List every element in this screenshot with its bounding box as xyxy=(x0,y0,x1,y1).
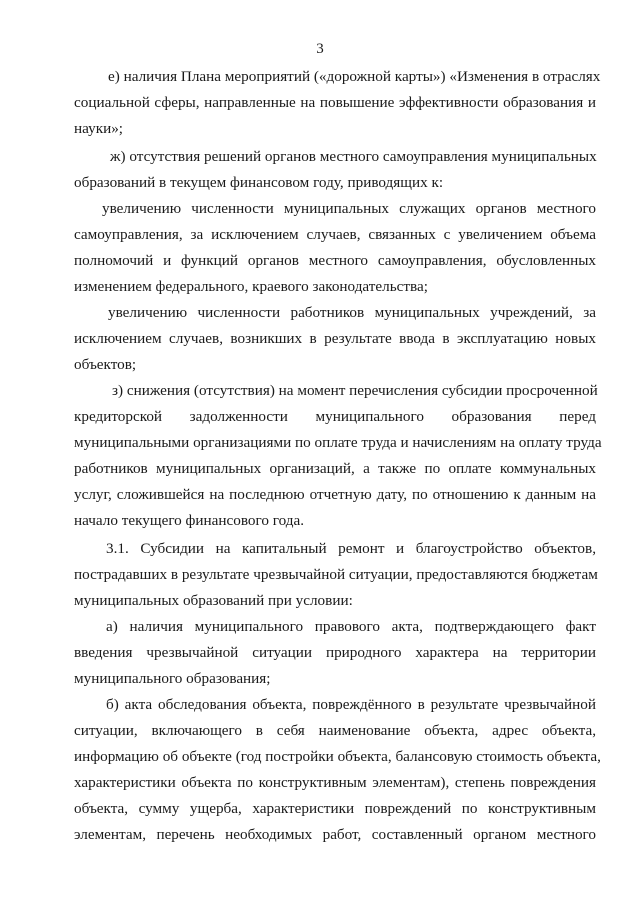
text-line: изменением федерального, краевого законодательства; xyxy=(74,278,428,295)
paragraph-increase-workers xyxy=(74,300,596,378)
text-line: а) наличия муниципального правового акта, подтверждающего факт xyxy=(106,618,596,635)
text-line: элементам, перечень необходимых работ, составленный органом местного xyxy=(74,826,596,843)
text-line: самоуправления, за исключением случаев, связанных с увеличением объема xyxy=(74,226,596,243)
text-line: муниципального образования; xyxy=(74,670,271,687)
text-line: муниципальными организациями по оплате труда и начислениям на оплату труда xyxy=(74,434,602,451)
text-line: кредиторской задолженности муниципального образования перед xyxy=(74,408,596,425)
text-line: социальной сферы, направленные на повышение эффективности образования и xyxy=(74,94,596,111)
text-line: полномочий и функций органов местного самоуправления, обусловленных xyxy=(74,252,596,269)
paragraph-z xyxy=(74,378,602,534)
paragraph-e xyxy=(74,64,601,142)
text-line: ж) отсутствия решений органов местного самоуправления муниципальных xyxy=(110,148,597,165)
text-line: исключением случаев, возникших в результате ввода в эксплуатацию новых xyxy=(74,330,596,347)
text-line: характеристики объекта по конструктивным элементам), степень повреждения xyxy=(74,774,596,791)
text-line: информацию об объекте (год постройки объекта, балансовую стоимость объекта, xyxy=(74,748,601,765)
document-body xyxy=(74,64,602,848)
paragraph-a xyxy=(74,614,596,692)
text-line: увеличению численности муниципальных служащих органов местного xyxy=(102,200,596,217)
text-line: науки»; xyxy=(74,120,124,137)
paragraph-3-1 xyxy=(74,536,596,614)
text-line: з) снижения (отсутствия) на момент перечисления субсидии просроченной xyxy=(112,382,598,399)
text-line: муниципальных образований при условии: xyxy=(74,592,353,609)
text-line: работников муниципальных организаций, а также по оплате коммунальных xyxy=(74,460,596,477)
paragraph-b xyxy=(74,692,601,848)
paragraph-zh xyxy=(74,144,596,196)
text-line: начало текущего финансового года. xyxy=(74,512,305,529)
text-line: б) акта обследования объекта, повреждённого в результате чрезвычайной xyxy=(106,696,596,713)
text-line: введения чрезвычайной ситуации природного характера на территории xyxy=(74,644,596,661)
paragraph-increase-employees xyxy=(74,196,596,300)
text-line: 3.1. Субсидии на капитальный ремонт и благоустройство объектов, xyxy=(106,540,596,557)
text-line: услуг, сложившейся на последнюю отчетную дату, по отношению к данным на xyxy=(74,486,596,503)
text-line: образований в текущем финансовом году, приводящих к: xyxy=(74,174,444,191)
text-line: пострадавших в результате чрезвычайной ситуации, предоставляются бюджетам xyxy=(74,566,598,583)
text-line: ситуации, включающего в себя наименование объекта, адрес объекта, xyxy=(74,722,596,739)
page-number: 3 xyxy=(316,41,324,57)
text-line: е) наличия Плана мероприятий («дорожной карты») «Изменения в отраслях xyxy=(108,68,601,85)
text-line: объекта, сумму ущерба, характеристики повреждений по конструктивным xyxy=(74,800,596,817)
text-line: увеличению численности работников муниципальных учреждений, за xyxy=(108,304,596,321)
text-line: объектов; xyxy=(74,356,137,373)
